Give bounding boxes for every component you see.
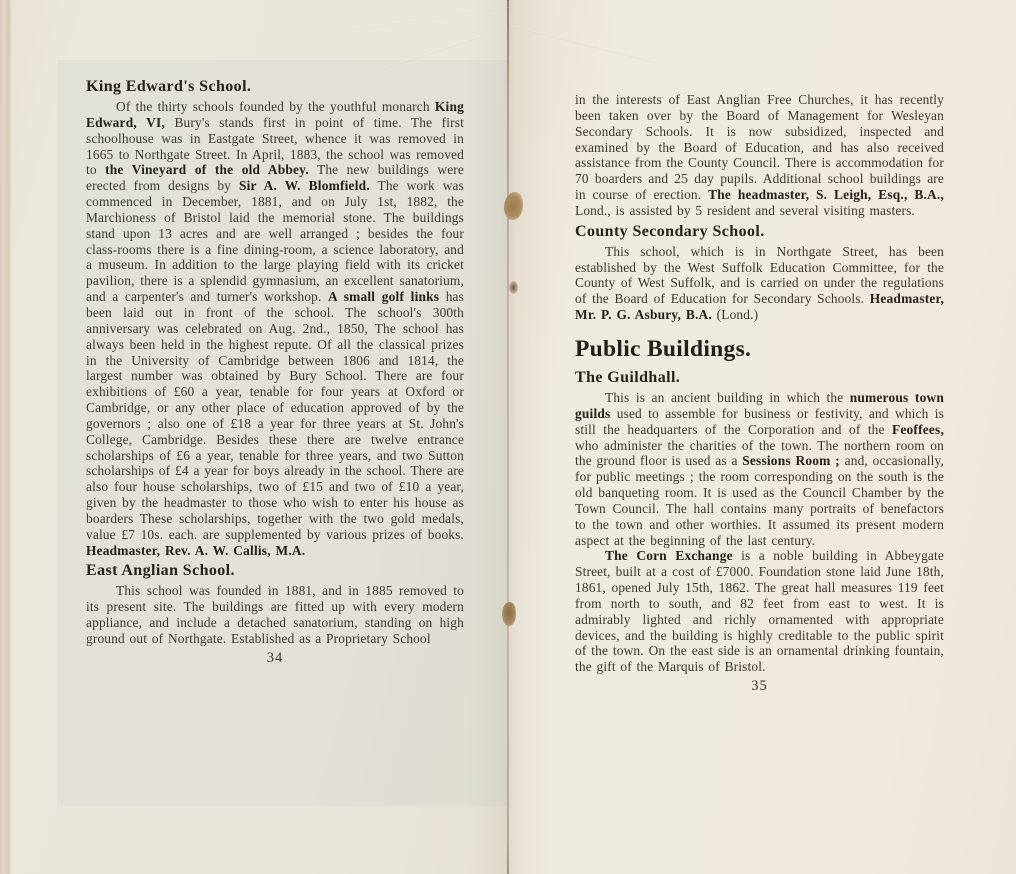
section-heading-east-anglian-school: East Anglian School. [86,562,235,580]
chapter-heading-public-buildings: Public Buildings. [575,335,752,362]
page-number-left: 34 [266,649,284,666]
paragraph-east-anglian-continuation: in the interests of East Anglian Free Churches, it has recently been taken over by the Board of Management for Wesleyan Secondary Schools. It is now subsidized, inspected and examined by the Board of Education, and has also received assistance from the County Council. There is accommodation for 70 boarders and 25 day pupils. Additional school buildings are in course of erection. The headmaster, S. Leigh, Esq., B.A., Lond., is assisted by 5 resident and several visiting masters. [575,92,944,218]
page-right [508,0,1016,874]
paragraph-king-edwards-school: Of the thirty schools founded by the youthful monarch King Edward, VI, Bury's stands first in point of time. The first schoolhouse was in Eastgate Street, whence it was removed in 1665 to Northgate Street. In April, 1883, the school was removed to the Vineyard of the old Abbey. The new buildings were erected from designs by Sir A. W. Blomfield. The work was commenced in December, 1881, and on July 1st, 1882, the Marchioness of Bristol laid the memorial stone. The buildings stand upon 13 acres and are well arranged ; besides the four class-rooms there is a fine dining-room, a science laboratory, and a museum. In addition to the large playing field with its cricket pavilion, there is a splendid gymnasium, an excellent sanatorium, and a carpenter's and turner's workshop. A small golf links has been laid out in front of the school. The school's 300th anniversary was celebrated on Aug. 2nd., 1850, The school has always been held in the highest repute. Of all the classical prizes in the University of Cambridge between 1806 and 1814, the largest number was obtained by Bury School. There are four exhibitions of £60 a year, tenable for four years at Oxford or Cambridge, or any other place of education approved of by the governors ; also one of £18 a year for three years at St. John's College, Cambridge. Besides these there are twelve entrance scholarships of £6 a year, tenable for three years, and two Sutton scholarships of £4 a year for boys already in the school. There are also four house scholarships, two of £15 and two of £10 a year, given by the headmaster to those who wish to enter his house as boarders These scholarships, together with the two gold medals, value £7 10s. each. are supplemented by various prizes of books. Headmaster, Rev. A. W. Callis, M.A. [86,99,465,558]
book-gutter-line [507,0,509,874]
page-right-text-column [575,92,944,695]
section-heading-king-edwards-school: King Edward's School. [86,78,252,95]
paragraph-east-anglian-school: This school was founded in 1881, and in 1885 removed to its present site. The buildings are fitted up with every modern appliance, and include a detached sanatorium, standing on high ground out of Northgate. Established as a Proprietary School [86,583,464,646]
paragraph-guildhall: This is an ancient building in which the numerous town guilds used to assemble for business or festivity, and which is still the headquarters of the Corporation and of the Feoffees, who administer the charities of the town. The northern room on the ground floor is used as a Sessions Room ; and, occasionally, for public meetings ; the room corresponding on the south is the old banqueting room. It is used as the Council Chamber by the Town Council. The hall contains many portraits of benefactors to the town and other worthies. It assumed its present modern aspect at the beginning of the last century. [575,389,944,548]
section-heading-county-secondary-school: County Secondary School. [575,222,765,240]
book-gutter-shadow [468,0,552,874]
page-number-right: 35 [751,678,768,695]
section-heading-the-guildhall: The Guildhall. [575,368,681,386]
paragraph-corn-exchange: The Corn Exchange is a noble building in Abbeygate Street, built at a cost of £7000. Foundation stone laid June 18th, 1861, opened July 15th, 1862. The great hall measures 119 feet from north to south, and 82 feet from east to west. It is admirably lighted and richly ornamented with appropriate devices, and the building is highly creditable to the public spirit of the town. On the east side is an ornamental drinking fountain, the gift of the Marquis of Bristol. [575,548,944,675]
page-left-text-column [86,78,464,667]
paragraph-county-secondary-school: This school, which is in Northgate Street, has been established by the West Suffolk Education Committee, for the County of West Suffolk, and is carried on under the regulations of the Board of Education for Secondary Schools. Headmaster, Mr. P. G. Asbury, B.A. (Lond.) [575,243,944,323]
page-edge-left [0,0,12,874]
